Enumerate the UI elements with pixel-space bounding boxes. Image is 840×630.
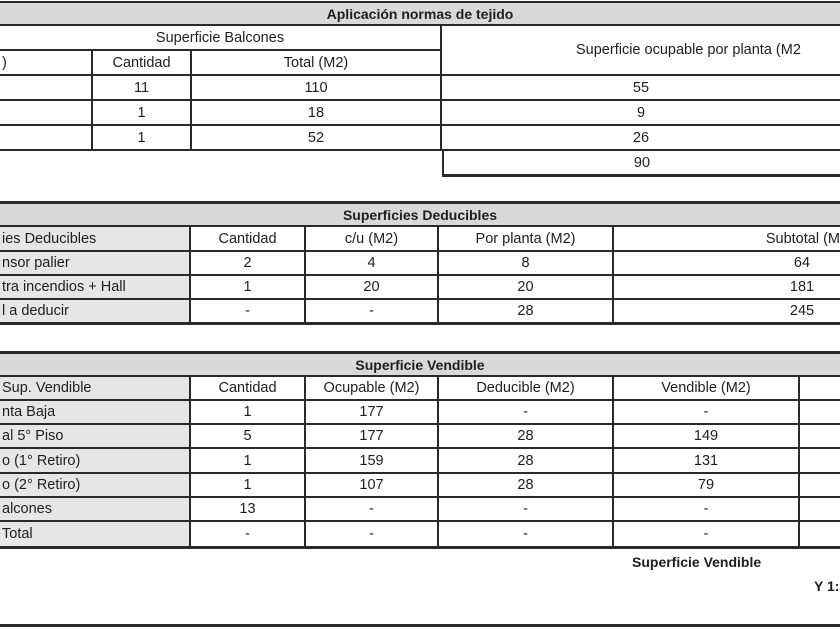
table-cell bbox=[0, 76, 93, 101]
table-cell: 28 bbox=[439, 425, 614, 449]
table-cell: 131 bbox=[614, 449, 800, 474]
table-cell: Total bbox=[0, 522, 191, 549]
table-cell bbox=[800, 522, 840, 549]
table-cell: 13 bbox=[191, 498, 306, 522]
table-cell: 8 bbox=[439, 252, 614, 276]
table-cell: - bbox=[439, 498, 614, 522]
table-cell: - bbox=[439, 522, 614, 549]
table-cell: 1 bbox=[93, 101, 192, 126]
table-cell: - bbox=[306, 522, 439, 549]
table-cell bbox=[800, 401, 840, 425]
table-cell: alcones bbox=[0, 498, 191, 522]
superficie-vendible-label: Superficie Vendible bbox=[632, 554, 762, 570]
table-cell: 79 bbox=[614, 474, 800, 498]
table-cell: 149 bbox=[614, 425, 800, 449]
table-cell: - bbox=[614, 522, 800, 549]
table-cell: nsor palier bbox=[0, 252, 191, 276]
table-cell: 11 bbox=[93, 76, 192, 101]
superficie-vendible-value: Y 1: bbox=[814, 578, 840, 594]
table-cell: - bbox=[439, 401, 614, 425]
table-cell bbox=[800, 474, 840, 498]
table-cell: - bbox=[191, 522, 306, 549]
table-cell bbox=[800, 377, 840, 401]
table-cell bbox=[800, 449, 840, 474]
table-cell: al 5° Piso bbox=[0, 425, 191, 449]
table-cell: 1 bbox=[191, 449, 306, 474]
table-cell: 28 bbox=[439, 300, 614, 325]
col-header-cantidad: Cantidad bbox=[191, 227, 306, 252]
table-cell bbox=[0, 101, 93, 126]
table-cell: 28 bbox=[439, 449, 614, 474]
table-cell: 5 bbox=[191, 425, 306, 449]
col-header-total: Total (M2) bbox=[192, 51, 442, 76]
col-header-tipo: ) bbox=[0, 51, 93, 76]
table-cell: 107 bbox=[306, 474, 439, 498]
col-header-por-planta: Por planta (M2) bbox=[439, 227, 614, 252]
col-header-deducible: Deducible (M2) bbox=[439, 377, 614, 401]
table-cell: 181 bbox=[614, 276, 840, 300]
table-cell: 1 bbox=[93, 126, 192, 151]
table-cell bbox=[800, 425, 840, 449]
table-cell: 9 bbox=[442, 101, 840, 126]
table-cell bbox=[800, 498, 840, 522]
table-cell: l a deducir bbox=[0, 300, 191, 325]
table-cell: 28 bbox=[439, 474, 614, 498]
table-cell: - bbox=[191, 300, 306, 325]
table-cell: nta Baja bbox=[0, 401, 191, 425]
col-header-ocupable: Ocupable (M2) bbox=[306, 377, 439, 401]
table-cell: 177 bbox=[306, 401, 439, 425]
ocupable-total: 90 bbox=[442, 151, 840, 177]
table-cell: - bbox=[306, 498, 439, 522]
table1-title: Aplicación normas de tejido bbox=[0, 3, 840, 26]
col-header-vendible: Vendible (M2) bbox=[614, 377, 800, 401]
table-cell: 245 bbox=[614, 300, 840, 325]
table-cell: - bbox=[614, 401, 800, 425]
table3-title: Superficie Vendible bbox=[0, 354, 840, 377]
table-cell: 1 bbox=[191, 276, 306, 300]
table-cell: - bbox=[306, 300, 439, 325]
table-cell: 55 bbox=[442, 76, 840, 101]
table-cell: 110 bbox=[192, 76, 442, 101]
table-cell: o (1° Retiro) bbox=[0, 449, 191, 474]
table-cell: o (2° Retiro) bbox=[0, 474, 191, 498]
table-cell: 26 bbox=[442, 126, 840, 151]
col-header-concepto: Sup. Vendible bbox=[0, 377, 191, 401]
table-cell: 4 bbox=[306, 252, 439, 276]
table-cell: 20 bbox=[439, 276, 614, 300]
table-cell: 20 bbox=[306, 276, 439, 300]
table-cell: 177 bbox=[306, 425, 439, 449]
col-header-subtotal: Subtotal (M bbox=[614, 227, 840, 252]
table-cell bbox=[0, 126, 93, 151]
col-header-cu: c/u (M2) bbox=[306, 227, 439, 252]
table-cell: 64 bbox=[614, 252, 840, 276]
table-cell: 2 bbox=[191, 252, 306, 276]
table-cell: - bbox=[614, 498, 800, 522]
col-header-cantidad: Cantidad bbox=[93, 51, 192, 76]
table-cell: 18 bbox=[192, 101, 442, 126]
table2-title: Superficies Deducibles bbox=[0, 204, 840, 227]
col-header-cantidad: Cantidad bbox=[191, 377, 306, 401]
table-cell: 1 bbox=[191, 401, 306, 425]
ocupable-header: Superficie ocupable por planta (M2 bbox=[442, 26, 840, 76]
table-cell: tra incendios + Hall bbox=[0, 276, 191, 300]
col-header-concepto: ies Deducibles bbox=[0, 227, 191, 252]
balcones-group-header: Superficie Balcones bbox=[0, 26, 442, 51]
table-cell: 52 bbox=[192, 126, 442, 151]
table-cell: 1 bbox=[191, 474, 306, 498]
table-cell: 159 bbox=[306, 449, 439, 474]
